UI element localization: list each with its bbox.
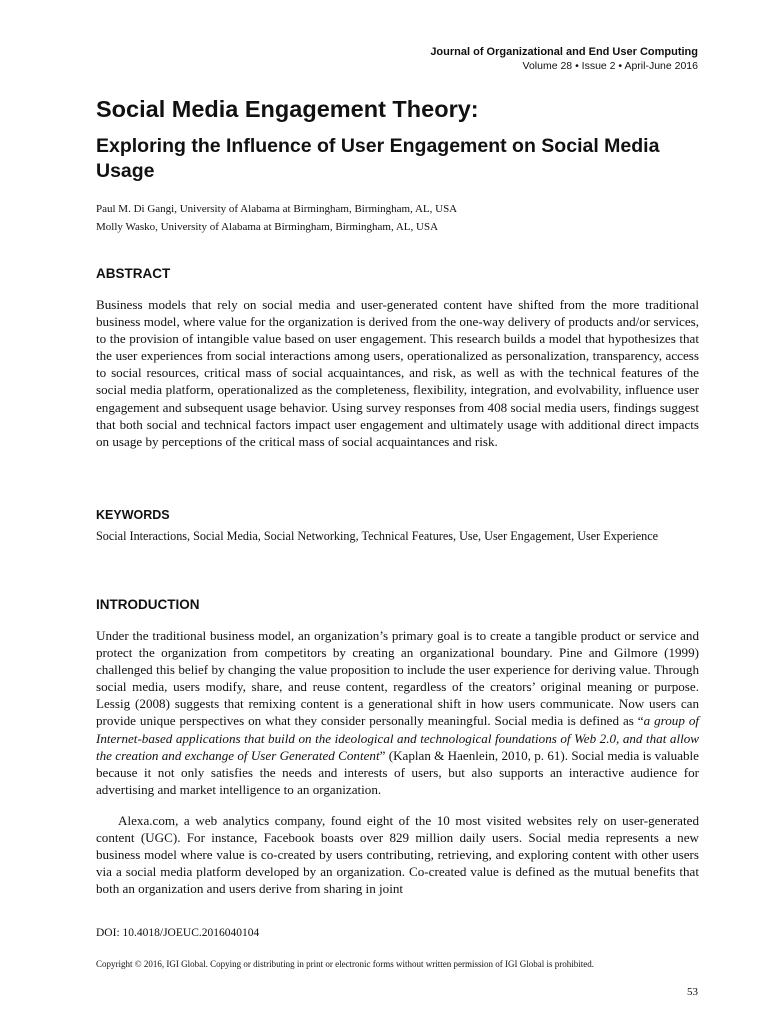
journal-name: Journal of Organizational and End User Computing bbox=[430, 46, 698, 58]
keywords-text: Social Interactions, Social Media, Social Networking, Technical Features, Use, User Engagement, User Experience bbox=[96, 529, 659, 543]
article-subtitle: Exploring the Influence of User Engagement on Social Media Usage bbox=[96, 135, 660, 182]
copyright-notice: Copyright © 2016, IGI Global. Copying or distributing in print or electronic forms without written permission of IGI Global is prohibited. bbox=[96, 959, 595, 969]
author-affiliation: Paul M. Di Gangi, University of Alabama at Birmingham, Birmingham, AL, USA bbox=[96, 203, 458, 215]
journal-header bbox=[430, 46, 698, 73]
introduction-heading: INTRODUCTION bbox=[96, 597, 200, 612]
doi: DOI: 10.4018/JOEUC.2016040104 bbox=[96, 927, 260, 939]
author-affiliation: Molly Wasko, University of Alabama at Birmingham, Birmingham, AL, USA bbox=[96, 221, 439, 233]
introduction-paragraph-2: Alexa.com, a web analytics company, found eight of the 10 most visited websites rely on user-generated content (UGC). For instance, Facebook boasts over 829 million daily users. Social media represents a new business model where value is co-created by users contributing, retrieving, and exploring content with other users via a social media platform developed by an organization. Co-created value is defined as the mutual benefits that both an organization and users derive from sharing in joint bbox=[96, 813, 699, 897]
quoted-definition: a group of Internet-based applications that build on the ideological and technological foundations of Web 2.0, and that allow the creation and exchange of User Generated Content bbox=[96, 713, 700, 763]
volume-issue: Volume 28 • Issue 2 • April-June 2016 bbox=[522, 60, 698, 72]
article-title: Social Media Engagement Theory: bbox=[96, 96, 479, 122]
page-number: 53 bbox=[687, 986, 698, 998]
intro-text: Under the traditional business model, an organization’s primary goal is to create a tangible product or service and protect the organization from competitors by creating an organizational boundary. Pine and Gilmore (1999) challenged this belief by changing the value proposition to include the user experience for deriving value. Through social media, users modify, share, and reuse content, regardless of the creators’ original meaning or purpose. Lessig (2008) suggests that remixing content is a generational shift in how users communicate. Now users can provide unique perspectives on what they consider personally meaningful. Social media is defined as “ bbox=[96, 628, 699, 729]
author-list bbox=[96, 200, 696, 236]
introduction-paragraph-1 bbox=[96, 627, 699, 798]
abstract-heading: ABSTRACT bbox=[96, 266, 171, 281]
intro-text: ” (Kaplan & Haenlein, 2010, p. 61). Social media is valuable because it not only satisfies the needs and interests of users, but also supports an interactive audience for advertising and market intelligence to an organization. bbox=[96, 747, 699, 797]
keywords-heading: KEYWORDS bbox=[96, 508, 170, 522]
abstract-text: Business models that rely on social media and user-generated content have shifted from the more traditional business model, where value for the organization is derived from the one-way delivery of products and/or services, to the provision of intangible value based on user engagement. This research builds a model that hypothesizes that the user experiences from social interactions among users, operationalized as personalization, transparency, access to social resources, critical mass of social acquaintances, and risk, as well as with the technical features of the social media platform, operationalized as the completeness, flexibility, integration, and evolvability, influence user engagement and subsequent usage behavior. Using survey responses from 408 social media users, findings suggest that both social and technical factors impact user engagement and ultimately usage with additional direct impacts on usage by perceptions of the critical mass of social acquaintances and risk. bbox=[96, 297, 699, 449]
